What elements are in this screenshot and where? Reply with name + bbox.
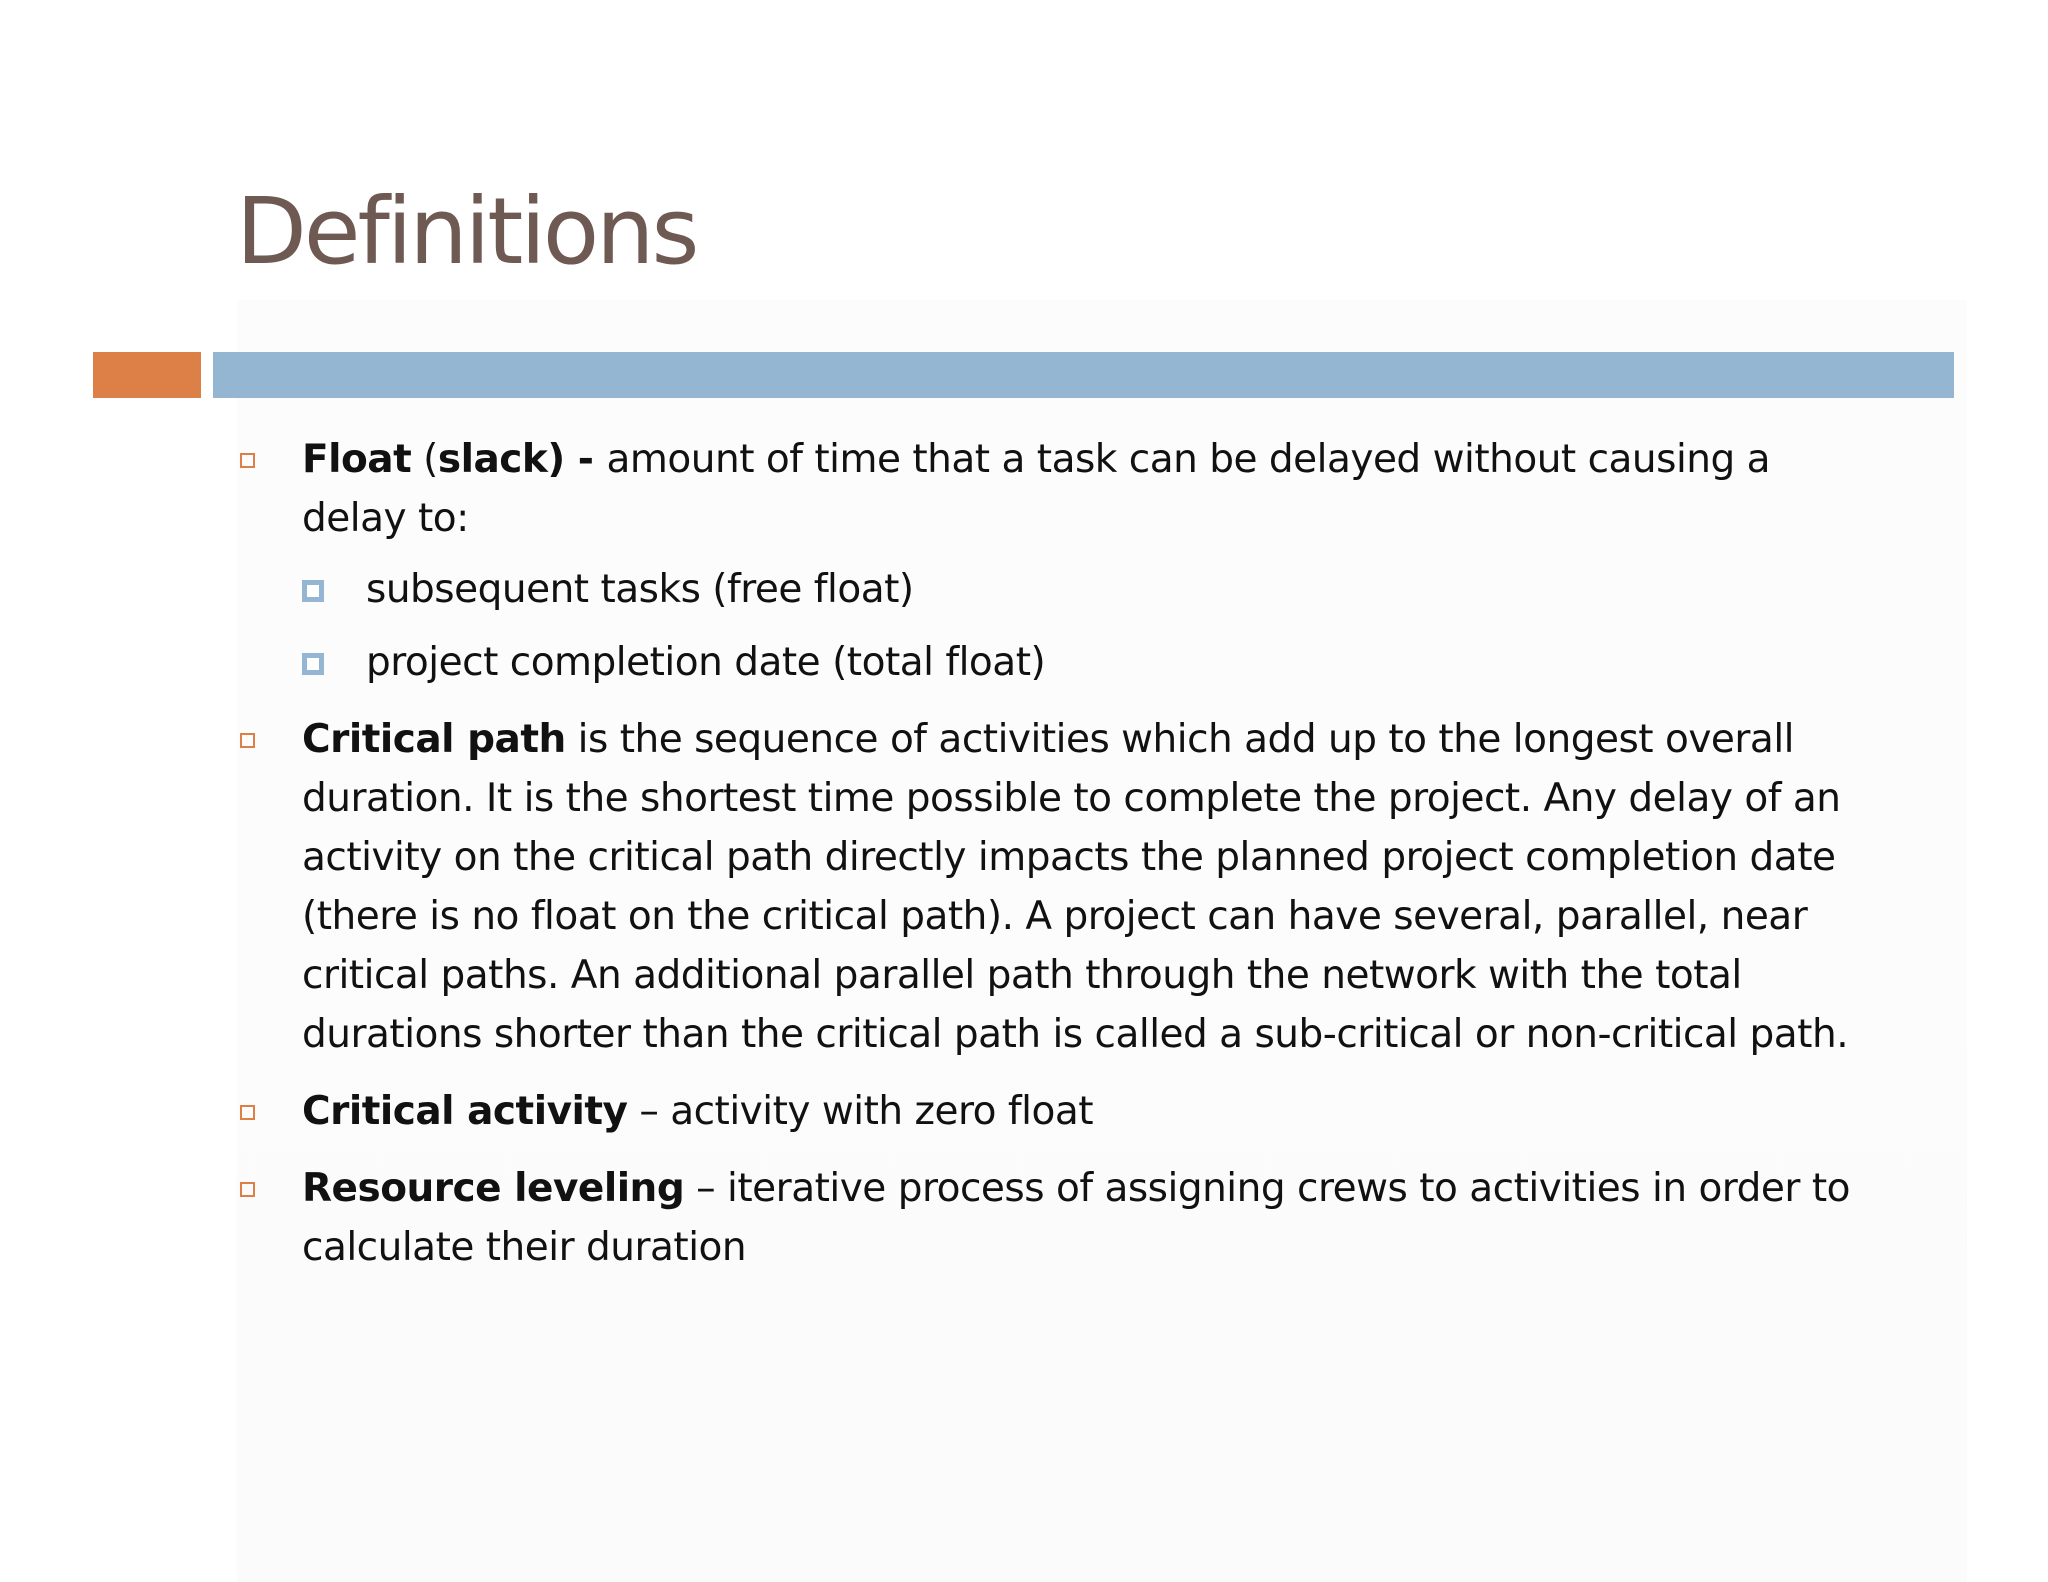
term-resource-leveling: Resource leveling [302, 1166, 685, 1211]
definition-text: – iterative process of assigning crews to activities in order to calculate their duration [302, 1166, 1850, 1270]
term-float: Float [302, 437, 412, 482]
accent-bar-orange [93, 352, 201, 398]
float-subitems [302, 560, 1876, 692]
definition-text: – activity with zero float [627, 1089, 1094, 1134]
list-item-critical-path [236, 710, 1876, 1064]
list-item-float [236, 430, 1876, 692]
term-dash: - [564, 437, 607, 482]
square-bullet-icon [240, 1105, 255, 1120]
definition-text: is the sequence of activities which add up to the longest overall duration. It is the shortest time possible to complete the project. Any delay of an activity on the critical path directly impacts the planned project completion date (there is no float on the critical path). A project can have several, parallel, near critical paths. An additional parallel path through the network with the total durations shorter than the critical path is called a sub-critical or non-critical path. [302, 717, 1849, 1057]
square-subbullet-icon [302, 580, 324, 602]
subitem-text: subsequent tasks (free float) [366, 567, 914, 612]
square-bullet-icon [240, 453, 255, 468]
definition-text: amount of time that a task can be delayed without causing a delay to: [302, 437, 1771, 541]
subitem-text: project completion date (total float) [366, 640, 1046, 685]
square-subbullet-icon [302, 653, 324, 675]
definitions-list [236, 430, 1876, 1295]
subitem-free-float [302, 560, 1876, 619]
slide-title: Definitions [236, 178, 697, 285]
square-bullet-icon [240, 1182, 255, 1197]
subitem-total-float [302, 633, 1876, 692]
term-critical-activity: Critical activity [302, 1089, 628, 1134]
term-separator: ( [411, 437, 438, 482]
list-item-critical-activity [236, 1082, 1876, 1141]
list-item-resource-leveling [236, 1159, 1876, 1277]
term-critical-path: Critical path [302, 717, 566, 762]
term-slack: slack) [437, 437, 565, 482]
accent-bar-blue [213, 352, 1954, 398]
square-bullet-icon [240, 733, 255, 748]
